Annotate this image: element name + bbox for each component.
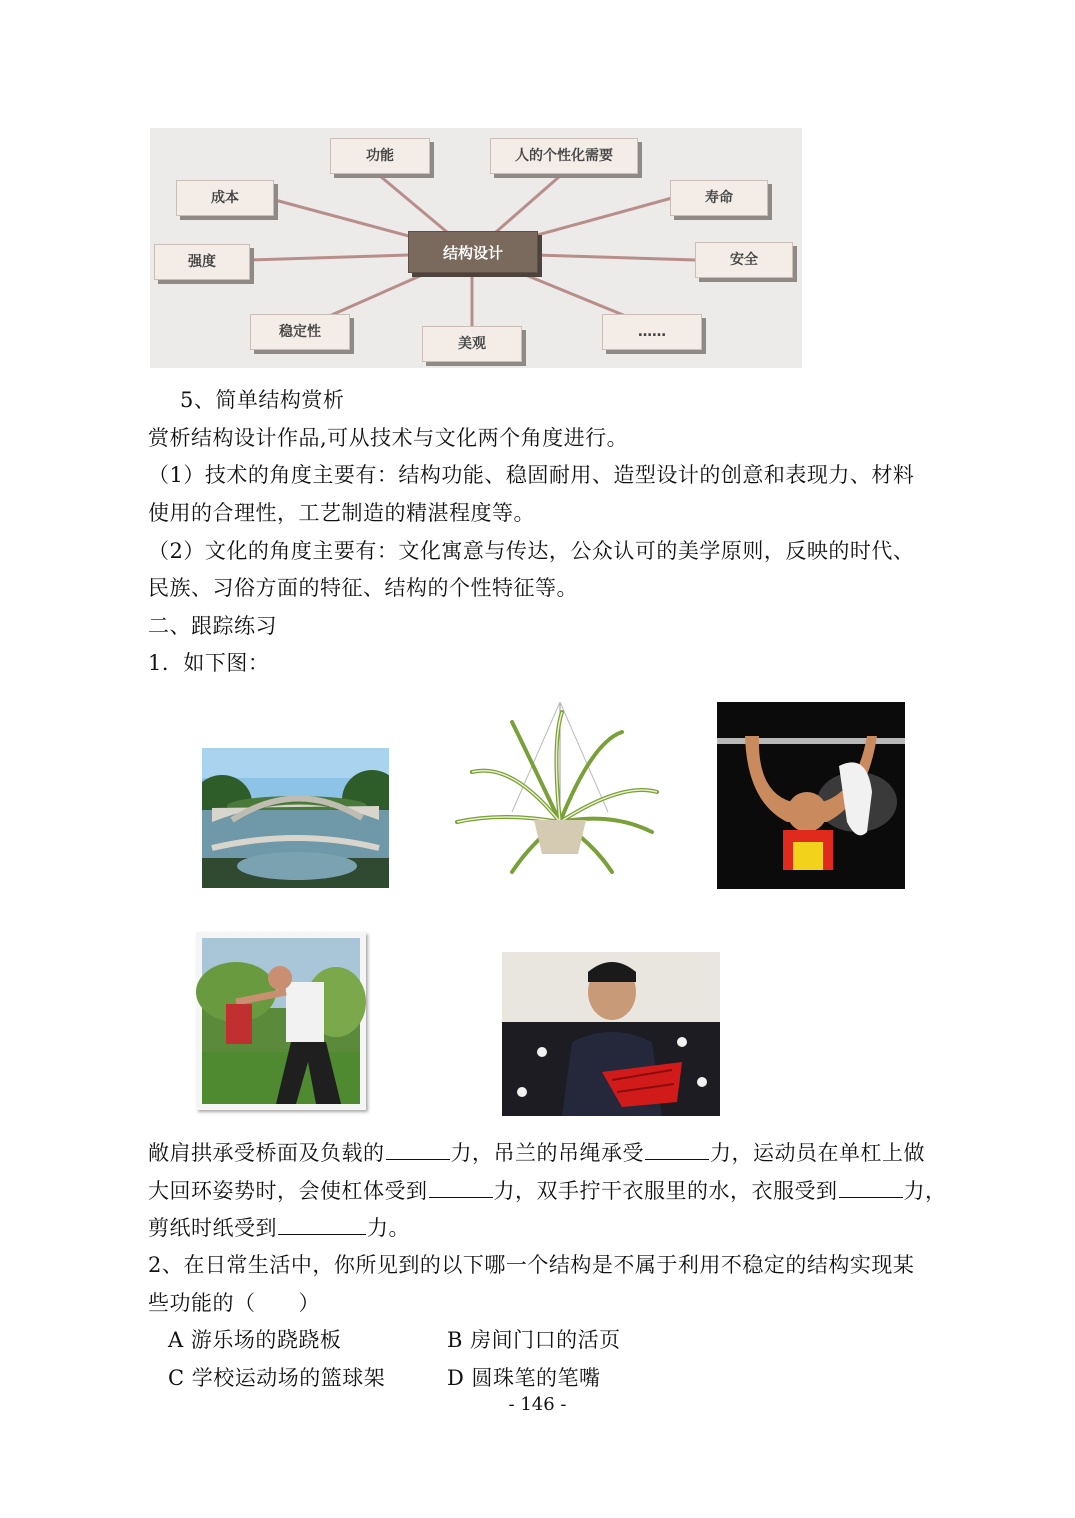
question-2-line-1: 2、在日常生活中，你所见到的以下哪一个结构是不属于利用不稳定的结构实现某 xyxy=(148,1253,915,1277)
option-c[interactable]: C 学校运动场的篮球架 xyxy=(168,1366,386,1390)
blank-bar-force[interactable] xyxy=(429,1175,493,1198)
question-1-intro: 1．如下图： xyxy=(148,651,270,675)
paragraph-intro: 赏析结构设计作品,可从技术与文化两个角度进行。 xyxy=(148,426,629,450)
q1-text-rope: 力，吊兰的吊绳承受 xyxy=(450,1141,644,1165)
mindmap-node-cost: 成本 xyxy=(176,180,274,216)
mindmap-node-beauty: 美观 xyxy=(422,326,522,362)
q1-text-clothes: 力，双手拧干衣服里的水，衣服受到 xyxy=(493,1179,838,1203)
blank-arch-force[interactable] xyxy=(386,1137,450,1160)
paragraph-tech-2: 使用的合理性，工艺制造的精湛程度等。 xyxy=(148,501,535,525)
structure-design-mindmap xyxy=(150,128,802,368)
question-2-line-2: 些功能的（ ） xyxy=(148,1291,320,1315)
question-1-line-2 xyxy=(148,1175,947,1206)
paragraph-tech-1: （1）技术的角度主要有：结构功能、稳固耐用、造型设计的创意和表现力、材料 xyxy=(148,463,915,487)
arch-bridge-photo xyxy=(202,748,389,888)
mindmap-node-strength: 强度 xyxy=(154,244,250,280)
mindmap-center-node: 结构设计 xyxy=(408,231,538,273)
blank-clothes-force[interactable] xyxy=(839,1175,903,1198)
q1-text-end: 力， xyxy=(903,1179,947,1203)
paragraph-culture-1: （2）文化的角度主要有：文化寓意与传达，公众认可的美学原则，反映的时代、 xyxy=(148,539,915,563)
mindmap-node-personal-needs: 人的个性化需要 xyxy=(490,138,638,174)
mindmap-node-function: 功能 xyxy=(330,138,430,174)
gymnast-photo xyxy=(717,702,905,889)
q1-text-bar: 大回环姿势时，会使杠体受到 xyxy=(148,1179,428,1203)
q1-text-gymnast: 力，运动员在单杠上做 xyxy=(710,1141,925,1165)
option-a[interactable]: A 游乐场的跷跷板 xyxy=(168,1328,342,1352)
page-number: - 146 - xyxy=(508,1394,567,1415)
mindmap-node-safety: 安全 xyxy=(695,242,793,278)
spider-plant-photo xyxy=(452,702,664,882)
blank-rope-force[interactable] xyxy=(645,1137,709,1160)
mindmap-node-stability: 稳定性 xyxy=(250,314,350,350)
blank-paper-force[interactable] xyxy=(278,1212,366,1235)
paragraph-culture-2: 民族、习俗方面的特征、结构的个性特征等。 xyxy=(148,576,578,600)
mindmap-node-lifespan: 寿命 xyxy=(670,180,768,216)
mindmap-node-more: …… xyxy=(602,314,702,350)
section-heading: 5、简单结构赏析 xyxy=(180,388,345,412)
q1-text-paper: 剪纸时纸受到 xyxy=(148,1216,277,1240)
paper-cutting-photo xyxy=(502,952,720,1116)
q1-text-arch: 敞肩拱承受桥面及负载的 xyxy=(148,1141,385,1165)
question-1-line-1 xyxy=(148,1137,925,1168)
wringing-clothes-photo xyxy=(196,932,366,1110)
option-b[interactable]: B 房间门口的活页 xyxy=(447,1328,621,1352)
option-d[interactable]: D 圆珠笔的笔嘴 xyxy=(447,1366,601,1390)
practice-heading: 二、跟踪练习 xyxy=(148,614,277,638)
q1-text-final: 力。 xyxy=(367,1216,410,1240)
question-1-line-3 xyxy=(148,1212,410,1243)
